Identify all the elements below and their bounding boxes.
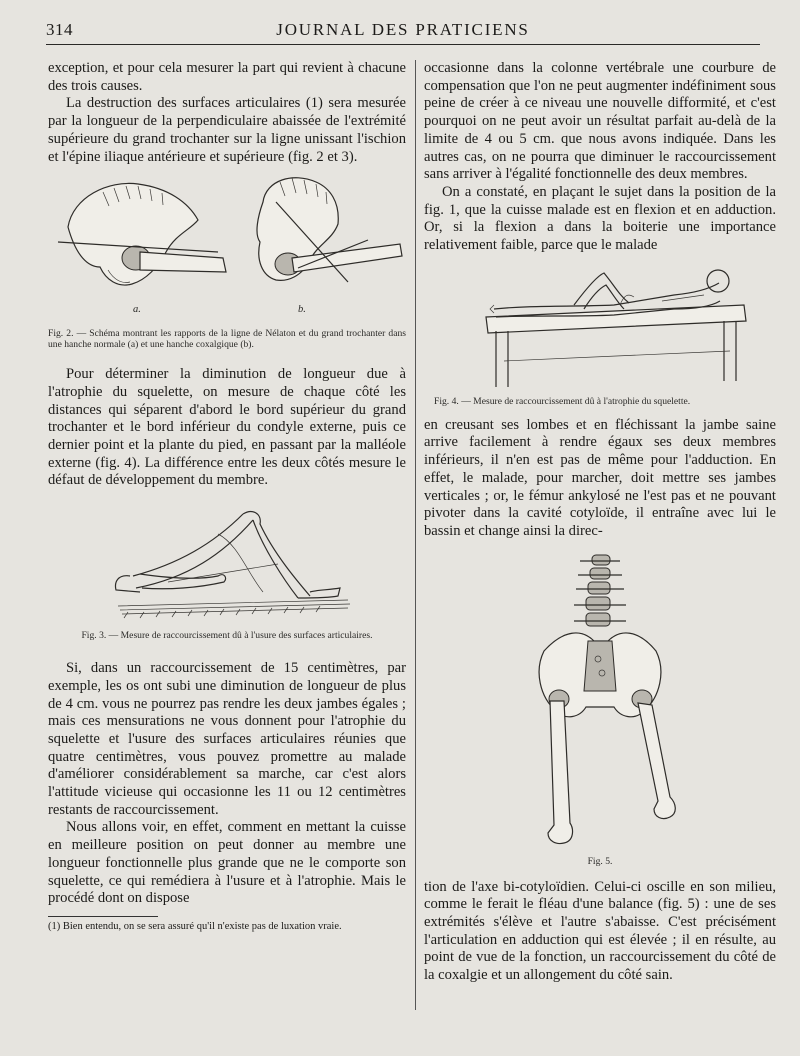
left-paragraph-1: exception, et pour cela mesurer la part qui revient à chacune des trois causes. (48, 60, 406, 94)
page-header (46, 18, 760, 45)
figure-3 (48, 504, 406, 654)
figure-3-illustration (48, 504, 406, 624)
left-paragraph-2: La destruction des surfaces articulaires (1) sera mesurée par la longueur de la perpendiculaire abaissée de l'extrémité supérieure du grand trochanter sur la ligne unissant l'ischion et l'épine iliaque antérieure et supérieure (fig. 2 et 3). (48, 95, 406, 165)
footnote-rule (48, 916, 158, 917)
right-paragraph-1: occasionne dans la colonne vertébrale une courbure de compensation que l'on ne peut augmenter indéfiniment sous peine de créer à ce niveau une nouvelle difformité, et c'est pourquoi on ne peut avoir un résultat parfait au-delà de la limite de 4 ou 5 cm. que nous avons indiquée. Dans les autres cas, on ne pourra que diminuer le raccourcissement sans arriver à l'égalité fonctionnelle des deux membres. (424, 60, 776, 183)
figure-2-illustration (48, 172, 406, 322)
figure-4-caption: Fig. 4. — Mesure de raccourcissement dû à l'atrophie du squelette. (434, 396, 691, 408)
journal-title: JOURNAL DES PRATICIENS (276, 20, 530, 39)
right-paragraph-4: tion de l'axe bi-cotyloïdien. Celui-ci oscille en son milieu, comme le ferait le fléau d'une balance (fig. 5) : une de ses extrémités s'élève et l'autre s'abaisse. C'est précisément l'articulation en adduction qui est élevée ; il en résulte, au point de vue de la fonction, un raccourcissement du côté de la coxalgie et un allongement du côté sain. (424, 878, 776, 984)
column-divider (415, 60, 416, 1010)
figure-5-caption: Fig. 5. (587, 856, 613, 868)
footnote: (1) Bien entendu, on se sera assuré qu'il n'existe pas de luxation vraie. (48, 920, 342, 932)
figure-2 (48, 172, 406, 358)
left-paragraph-3: Pour déterminer la diminution de longueur due à l'atrophie du squelette, on mesure de chaque côté les distances qui séparent d'abord le bord supérieur du grand trochanter et le bord inférieur du condyle externe, puis ce dernier point et la plante du pied, en passant par la malléole externe (fig. 4). La différence entre les deux côtés mesure le défaut de développement du membre. (48, 366, 406, 489)
pelvis-normal-drawing (58, 184, 226, 286)
figure-2-letter-b: b. (298, 304, 306, 316)
pelvis-coxalgic-drawing (257, 178, 402, 282)
figure-2-caption: Fig. 2. — Schéma montrant les rapports de la ligne de Nélaton et du grand trochanter dans une hanche normale (a) et une hanche coxalgique (b). (48, 327, 406, 351)
right-paragraph-3: en creusant ses lombes et en fléchissant la jambe saine arrive facilement à rendre égaux ses deux membres inférieurs, il n'en est pas de même pour l'adduction. En effet, le malade, pour marcher, doit mettre ses jambes verticales ; or, le fémur ankylosé ne l'est pas et ne pouvant pivoter dans la cavité cotyloïde, il entraîne avec lui le bassin et change ainsi la direc- (424, 416, 776, 539)
left-paragraph-4: Si, dans un raccourcissement de 15 centimètres, par exemple, les os ont subi une diminution de longueur de plus de 4 cm. vous ne pourrez pas rendre les deux jambes égales ; mais ces mensurations ne vous donnent pour l'atrophie du squelette et l'usure des surfaces articulaires réunies que quatre centimètres, vous pouvez promettre au malade d'améliorer considérablement sa marche, car c'est alors l'attitude vicieuse qui occasionne les 11 ou 12 centimètres restants de raccourcissement. (48, 660, 406, 818)
figure-3-caption: Fig. 3. — Mesure de raccourcissement dû à l'usure des surfaces articulaires. (81, 629, 373, 641)
figure-4 (424, 265, 776, 411)
left-paragraph-5: Nous allons voir, en effet, comment en mettant la cuisse en meilleure position on peut donner au membre une longueur fonctionnelle plus grande que ne le comporte son squelette, ce qui remédiera à l'usure et à l'atrophie. Mais le procédé dont on dispose (48, 819, 406, 907)
figure-2-letter-a: a. (133, 304, 141, 316)
figure-4-illustration (424, 265, 776, 391)
page-number: 314 (46, 20, 73, 39)
figure-5 (424, 551, 776, 869)
left-column (48, 60, 406, 933)
figure-5-illustration (424, 551, 776, 851)
spine-drawing (574, 555, 626, 626)
right-column (424, 60, 776, 985)
right-paragraph-2: On a constaté, en plaçant le sujet dans la position de la fig. 1, que la cuisse malade est en flexion et en adduction. Or, si la flexion a dans la boiterie une importance relativement faible, parce que le malade (424, 183, 776, 254)
